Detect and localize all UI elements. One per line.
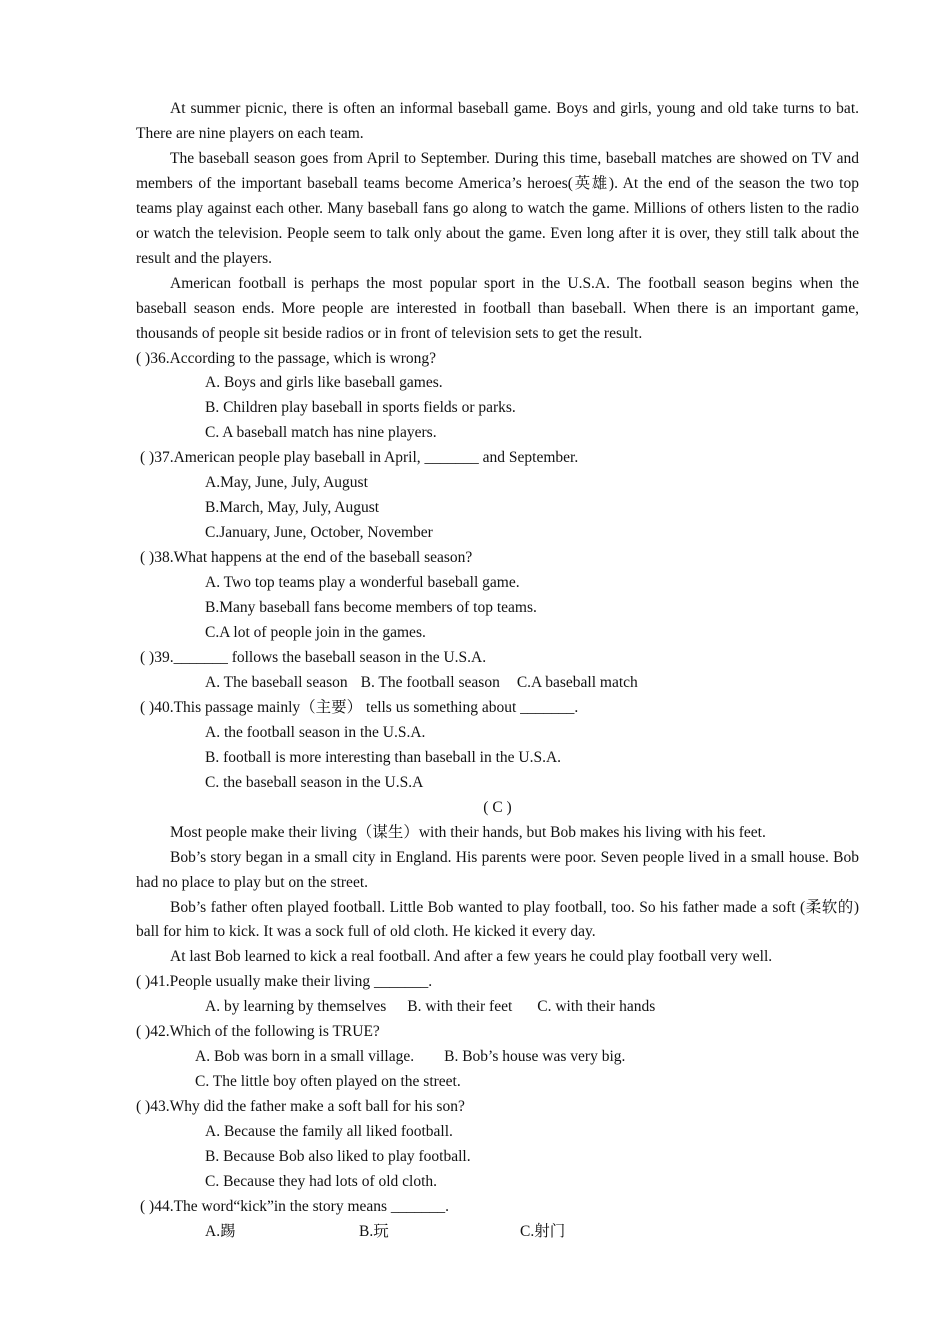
- question-37: ( )37.American people play baseball in April, _______ and September.: [140, 449, 579, 467]
- paragraph-real-football: At last Bob learned to kick a real football. And after a few years he could play football very well.: [170, 948, 773, 966]
- option-39a: A. The baseball season: [205, 673, 348, 691]
- option-42c: C. The little boy often played on the street.: [195, 1073, 461, 1091]
- options-44: [136, 1220, 859, 1245]
- question-42: ( )42.Which of the following is TRUE?: [136, 1023, 380, 1041]
- option-40b: B. football is more interesting than baseball in the U.S.A.: [205, 748, 562, 766]
- option-44b: B.玩: [359, 1222, 389, 1240]
- question-36: ( )36.According to the passage, which is wrong?: [136, 349, 437, 367]
- option-43a: A. Because the family all liked football.: [205, 1123, 453, 1141]
- question-41: ( )41.People usually make their living _______.: [136, 973, 433, 991]
- paragraph-picnic: At summer picnic, there is often an informal baseball game. Boys and girls, young and old take turns to bat. There are nine players on each team.: [136, 100, 859, 142]
- option-37c: C.January, June, October, November: [205, 524, 433, 542]
- option-43c: C. Because they had lots of old cloth.: [205, 1172, 438, 1190]
- option-43b: B. Because Bob also liked to play football.: [205, 1148, 471, 1166]
- option-40c: C. the baseball season in the U.S.A: [205, 773, 424, 791]
- question-39: ( )39._______ follows the baseball season in the U.S.A.: [140, 648, 487, 666]
- question-40: ( )40.This passage mainly（主要） tells us something about _______.: [140, 698, 579, 716]
- question-44: ( )44.The word“kick”in the story means _______.: [140, 1197, 450, 1215]
- paragraph-baseball-season: The baseball season goes from April to September. During this time, baseball matches are showed on TV and members of the important baseball teams become America’s heroes(英雄). At the end of the season the two top teams play against each other. Many baseball fans go along to watch the game. Millions of others listen to the radio or watch the television. People seem to talk only about the game. Even long after it is over, they still talk about the result and the players.: [136, 149, 859, 267]
- question-38: ( )38.What happens at the end of the baseball season?: [140, 549, 473, 567]
- option-38b: B.Many baseball fans become members of top teams.: [205, 599, 537, 617]
- paragraph-living: Most people make their living（谋生）with their hands, but Bob makes his living with his feet.: [170, 823, 766, 841]
- option-41a: A. by learning by themselves: [205, 998, 387, 1016]
- option-36c: C. A baseball match has nine players.: [205, 424, 437, 442]
- option-42a: A. Bob was born in a small village.: [195, 1048, 415, 1066]
- option-36a: A. Boys and girls like baseball games.: [205, 374, 443, 392]
- option-38a: A. Two top teams play a wonderful baseball game.: [205, 574, 520, 592]
- option-42b: B. Bob’s house was very big.: [444, 1048, 626, 1066]
- option-44b-cell: [359, 1220, 520, 1245]
- option-39b: B. The football season: [360, 673, 500, 691]
- document-page: [136, 97, 859, 1245]
- option-38c: C.A lot of people join in the games.: [205, 624, 426, 642]
- section-heading-c: ( C ): [483, 798, 512, 816]
- option-36b: B. Children play baseball in sports fields or parks.: [205, 399, 516, 417]
- option-39c: C.A baseball match: [516, 673, 638, 691]
- options-42ab: [136, 1045, 859, 1070]
- option-41b: B. with their feet: [407, 998, 513, 1016]
- option-44a-cell: [205, 1220, 359, 1245]
- options-39: [136, 671, 859, 696]
- option-37a: A.May, June, July, August: [205, 474, 368, 492]
- paragraph-bob-story: Bob’s story began in a small city in England. His parents were poor. Seven people lived in a small house. Bob had no place to play but on the street.: [136, 848, 859, 891]
- option-37b: B.March, May, July, August: [205, 499, 380, 517]
- paragraph-american-football: American football is perhaps the most popular sport in the U.S.A. The football season begins when the baseball season ends. More people are interested in football than baseball. When there is an important game, thousands of people sit beside radios or in front of television sets to get the result.: [136, 274, 859, 342]
- option-44a: A.踢: [205, 1222, 236, 1240]
- option-41c: C. with their hands: [537, 998, 656, 1016]
- option-44c: C.射门: [520, 1222, 566, 1240]
- option-40a: A. the football season in the U.S.A.: [205, 723, 426, 741]
- paragraph-bob-father: Bob’s father often played football. Little Bob wanted to play football, too. So his father made a soft (柔软的) ball for him to kick. It was a sock full of old cloth. He kicked it every day.: [136, 898, 859, 941]
- options-41: [136, 995, 859, 1020]
- question-43: ( )43.Why did the father make a soft ball for his son?: [136, 1098, 465, 1116]
